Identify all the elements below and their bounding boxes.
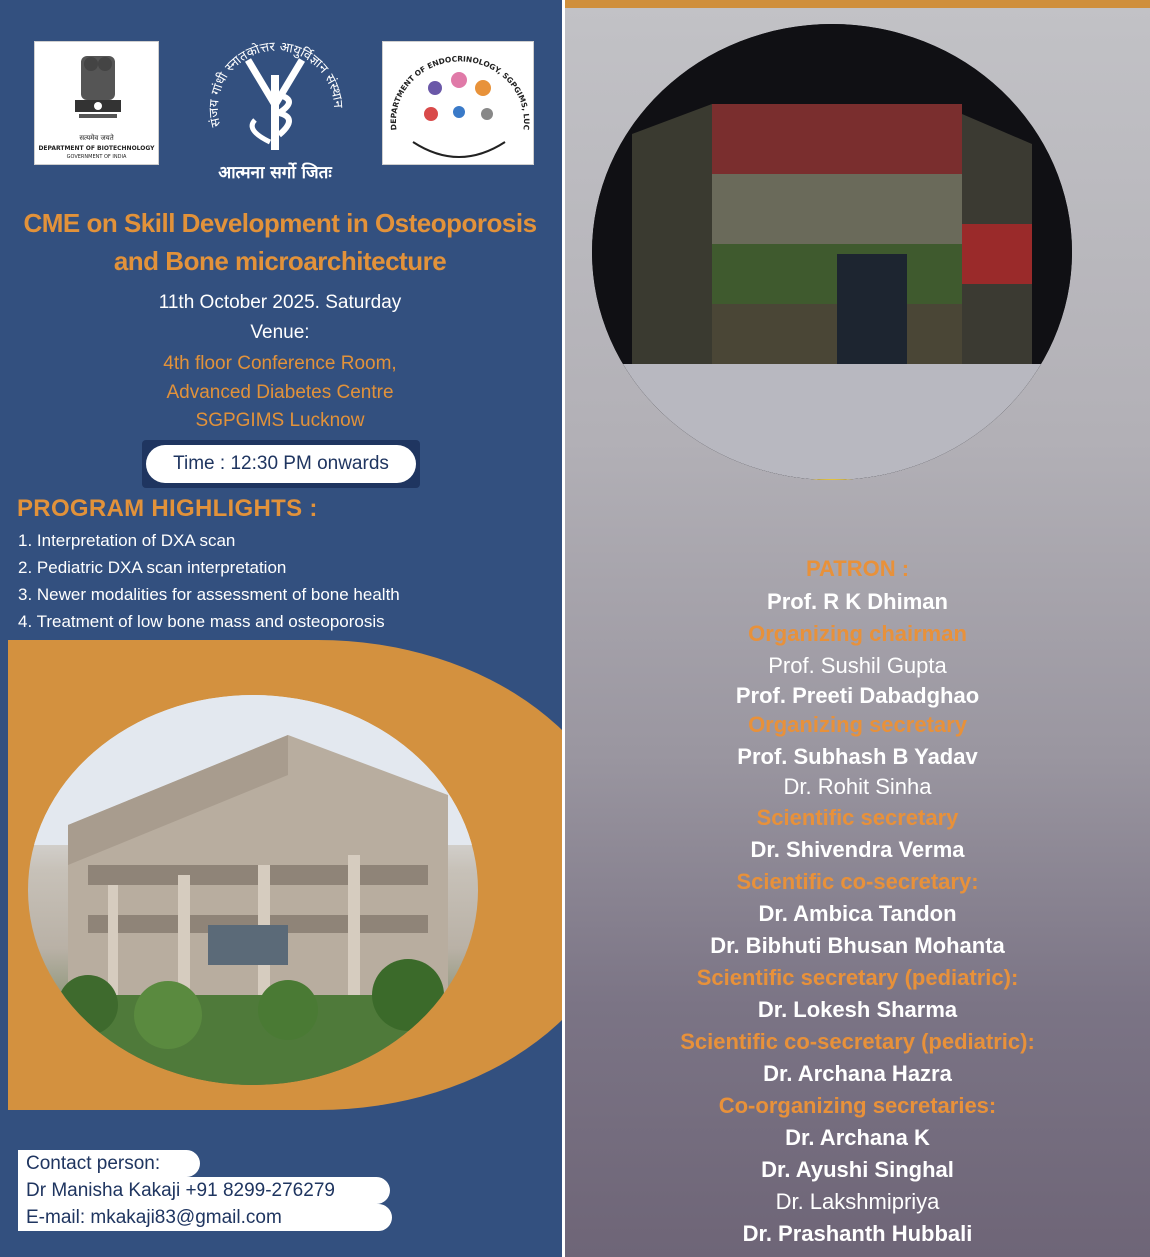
committee-member: Dr. Lakshmipriya — [775, 1189, 940, 1214]
sgpgi-logo — [200, 20, 350, 185]
event-title-line2: and Bone microarchitecture — [113, 246, 447, 276]
dbt-motto: सत्यमेव जयते — [79, 134, 114, 142]
dbt-gov: GOVERNMENT OF INDIA — [66, 154, 127, 160]
sgpgi-emblem-icon — [200, 20, 350, 165]
committee-role: Scientific secretary — [756, 805, 959, 830]
committee-role: Organizing chairman — [748, 621, 967, 646]
venue-label: Venue: — [250, 322, 310, 343]
committee-role: Co-organizing secretaries: — [718, 1093, 997, 1118]
time-badge — [142, 440, 420, 488]
institute-building-photo — [28, 695, 478, 1085]
event-date: 11th October 2025. Saturday — [158, 292, 402, 313]
committee-role: Organizing secretary — [748, 712, 967, 737]
endocrinology-logo — [382, 41, 534, 165]
event-title-line1: CME on Skill Development in Osteoporosis — [23, 208, 537, 238]
committee-role: Scientific co-secretary (pediatric): — [680, 1029, 1035, 1054]
committee-member: Dr. Shivendra Verma — [750, 837, 965, 862]
emblem-icon — [35, 46, 160, 136]
dbt-logo — [34, 41, 159, 165]
contact-label: Contact person: — [18, 1150, 200, 1177]
building-illustration — [28, 695, 478, 1085]
committee-member: Dr. Bibhuti Bhusan Mohanta — [710, 933, 1005, 958]
committee-member: Dr. Ayushi Singhal — [761, 1157, 954, 1182]
illuminated-building-illustration — [592, 24, 1072, 480]
venue-line-3: SGPGIMS Lucknow — [195, 410, 365, 431]
sgpgi-name-text: संजय गांधी स्नातकोत्तर आयुर्विज्ञान संस्थान — [206, 39, 346, 129]
committee-member: Prof. Sushil Gupta — [768, 653, 947, 678]
committee-member: Dr. Archana K — [785, 1125, 930, 1150]
contact-name-phone: Dr Manisha Kakaji +91 8299-276279 — [18, 1177, 390, 1204]
contact-email: E-mail: mkakaji83@gmail.com — [18, 1204, 392, 1231]
highlight-item: 2. Pediatric DXA scan interpretation — [18, 558, 287, 577]
program-highlights-heading: PROGRAM HIGHLIGHTS : — [17, 495, 318, 522]
committee-member: Prof. Subhash B Yadav — [737, 744, 978, 769]
venue-line-2: Advanced Diabetes Centre — [166, 382, 394, 403]
highlight-item: 1. Interpretation of DXA scan — [18, 531, 236, 550]
sgpgi-motto: आत्मना सर्गो जितः — [218, 163, 332, 183]
venue-line-1: 4th floor Conference Room, — [163, 353, 397, 374]
committee-member: Dr. Prashanth Hubbali — [742, 1221, 973, 1246]
committee-member: Dr. Archana Hazra — [763, 1061, 952, 1086]
time-text: Time : 12:30 PM onwards — [146, 445, 416, 483]
committee-member: Dr. Lokesh Sharma — [757, 997, 958, 1022]
dbt-name: DEPARTMENT OF BIOTECHNOLOGY — [38, 145, 155, 152]
endocrinology-emblem-icon — [383, 42, 535, 166]
committee-member: Prof. Preeti Dabadghao — [735, 683, 980, 708]
committee-member: Dr. Ambica Tandon — [758, 901, 957, 926]
highlight-item: 3. Newer modalities for assessment of bone health — [18, 585, 400, 604]
endo-name-text: DEPARTMENT OF ENDOCRINOLOGY, SGPGIMS, LUC — [388, 54, 532, 131]
committee-member: Dr. Rohit Sinha — [783, 774, 932, 799]
event-title — [20, 204, 540, 280]
diabetes-centre-night-photo — [592, 24, 1072, 480]
committee-role: Scientific co-secretary: — [736, 869, 979, 894]
highlight-item: 4. Treatment of low bone mass and osteoporosis — [18, 612, 385, 631]
top-accent-border — [565, 0, 1150, 8]
committee-role: Scientific secretary (pediatric): — [696, 965, 1019, 990]
committee-role: PATRON : — [805, 556, 910, 581]
committee-member: Prof. R K Dhiman — [767, 589, 948, 614]
